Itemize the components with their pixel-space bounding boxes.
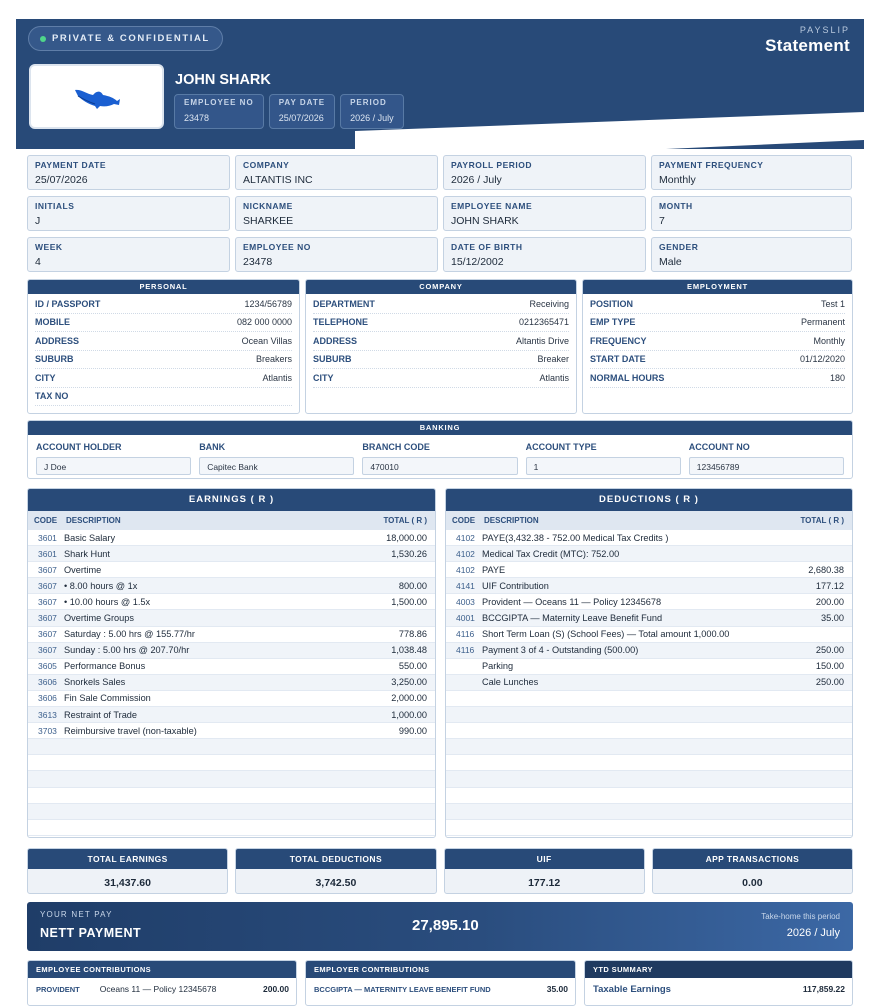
info-value: 2026 / July bbox=[451, 174, 502, 186]
line-description: Medical Tax Credit (MTC): 752.00 bbox=[482, 548, 620, 559]
col-description: DESCRIPTION bbox=[66, 516, 121, 525]
table-row bbox=[28, 578, 435, 594]
table-row bbox=[446, 659, 852, 675]
banking-label: BRANCH CODE bbox=[362, 442, 430, 452]
line-description: UIF Contribution bbox=[482, 580, 549, 591]
table-row bbox=[446, 530, 852, 546]
table-row bbox=[28, 530, 435, 546]
employment-detail-row bbox=[590, 351, 845, 370]
personal-detail-row bbox=[35, 388, 292, 407]
personal-detail-row bbox=[35, 314, 292, 333]
line-amount: 150.00 bbox=[815, 661, 844, 672]
line-code: 4116 bbox=[456, 629, 475, 640]
total-label: APP TRANSACTIONS bbox=[653, 849, 852, 869]
chip-value: 23478 bbox=[184, 113, 210, 123]
line-description: Overtime bbox=[64, 564, 102, 575]
shark-logo-icon bbox=[73, 82, 121, 112]
ytd-summary-title: YTD SUMMARY bbox=[585, 961, 852, 978]
earnings-rows bbox=[28, 530, 435, 836]
table-row bbox=[446, 610, 852, 626]
banking-field bbox=[689, 442, 844, 475]
line-description: Saturday : 5.00 hrs @ 155.77/hr bbox=[64, 629, 195, 640]
chip-pay-date bbox=[269, 94, 335, 129]
line-amount: 250.00 bbox=[815, 645, 844, 656]
line-code: 3607 bbox=[38, 629, 57, 640]
detail-value: Atlantis bbox=[539, 372, 569, 383]
table-row bbox=[28, 691, 435, 707]
total-value: 0.00 bbox=[742, 877, 763, 889]
col-code: CODE bbox=[452, 516, 476, 525]
info-label: PAYMENT FREQUENCY bbox=[659, 160, 764, 170]
company-detail-row bbox=[313, 295, 569, 314]
banking-label: BANK bbox=[199, 442, 226, 452]
company-detail-row bbox=[313, 351, 569, 370]
table-row bbox=[28, 755, 435, 771]
line-code: 3607 bbox=[38, 580, 57, 591]
line-code: 4116 bbox=[456, 645, 475, 656]
line-amount: 2,000.00 bbox=[391, 693, 427, 704]
info-field bbox=[235, 237, 438, 272]
line-code: 4102 bbox=[456, 548, 475, 559]
detail-label: ID / PASSPORT bbox=[35, 298, 101, 309]
line-amount: 990.00 bbox=[398, 725, 427, 736]
line-description: Restraint of Trade bbox=[64, 709, 138, 720]
table-row bbox=[28, 546, 435, 562]
payslip-header bbox=[16, 19, 864, 149]
ytd-summary-row bbox=[585, 978, 852, 1000]
personal-detail-row bbox=[35, 369, 292, 388]
line-description: Short Term Loan (S) (School Fees) — Total amount 1,000.00 bbox=[482, 629, 730, 640]
banking-field bbox=[362, 442, 517, 475]
line-description: Reimbursive travel (non-taxable) bbox=[64, 725, 197, 736]
info-field bbox=[27, 196, 230, 231]
line-description: BCCGIPTA — Maternity Leave Benefit Fund bbox=[482, 613, 663, 624]
line-code: 4001 bbox=[456, 613, 475, 624]
detail-label: NORMAL HOURS bbox=[590, 372, 665, 383]
company-panel-title: COMPANY bbox=[306, 280, 576, 294]
line-amount: 2,680.38 bbox=[808, 564, 844, 575]
info-value: 7 bbox=[659, 215, 665, 227]
table-row bbox=[446, 691, 852, 707]
employee-name: JOHN SHARK bbox=[175, 72, 271, 88]
personal-detail-row bbox=[35, 351, 292, 370]
net-pay-title: NETT PAYMENT bbox=[40, 926, 142, 940]
earnings-header-row bbox=[28, 511, 435, 530]
status-dot-icon bbox=[40, 36, 46, 42]
banking-panel bbox=[27, 420, 853, 479]
banking-value: Capitec Bank bbox=[199, 457, 354, 475]
table-row bbox=[446, 804, 852, 820]
employment-detail-row bbox=[590, 295, 845, 314]
banking-fields bbox=[28, 442, 852, 475]
contribution-description: Oceans 11 — Policy 12345678 bbox=[99, 984, 217, 994]
table-row bbox=[28, 594, 435, 610]
info-value: 15/12/2002 bbox=[451, 256, 504, 268]
personal-detail-row bbox=[35, 332, 292, 351]
line-description: Parking bbox=[482, 661, 514, 672]
total-card bbox=[652, 848, 853, 894]
col-code: CODE bbox=[34, 516, 58, 525]
info-value: SHARKEE bbox=[243, 215, 294, 227]
info-field bbox=[443, 155, 646, 190]
info-field bbox=[651, 155, 852, 190]
confidential-badge bbox=[28, 26, 223, 51]
total-label: TOTAL DEDUCTIONS bbox=[236, 849, 435, 869]
detail-value: 0212365471 bbox=[518, 317, 569, 328]
detail-label: CITY bbox=[35, 372, 56, 383]
total-value: 31,437.60 bbox=[104, 877, 151, 889]
line-description: PAYE(3,432.38 - 752.00 Medical Tax Credits ) bbox=[482, 532, 669, 543]
employee-contributions-title: EMPLOYEE CONTRIBUTIONS bbox=[28, 961, 296, 978]
employee-contribution-row bbox=[28, 978, 296, 1000]
info-label: WEEK bbox=[35, 242, 63, 252]
employment-panel-title: EMPLOYMENT bbox=[583, 280, 852, 294]
detail-value: Monthly bbox=[813, 335, 845, 346]
line-code: 3607 bbox=[38, 564, 57, 575]
info-value: 25/07/2026 bbox=[35, 174, 88, 186]
table-row bbox=[446, 546, 852, 562]
table-row bbox=[28, 610, 435, 626]
info-field bbox=[235, 155, 438, 190]
detail-label: SUBURB bbox=[35, 354, 74, 365]
line-code: 3601 bbox=[38, 532, 57, 543]
detail-label: POSITION bbox=[590, 298, 634, 309]
banking-panel-title: BANKING bbox=[28, 421, 852, 435]
chip-value: 2026 / July bbox=[350, 113, 394, 123]
info-field bbox=[443, 237, 646, 272]
banking-value: 470010 bbox=[362, 457, 517, 475]
net-pay-period: 2026 / July bbox=[786, 927, 840, 939]
line-code: 3607 bbox=[38, 645, 57, 656]
contributions-row bbox=[27, 960, 853, 1006]
employer-contributions-box bbox=[305, 960, 576, 1006]
table-row bbox=[446, 771, 852, 787]
table-row bbox=[28, 804, 435, 820]
deductions-rows bbox=[446, 530, 852, 836]
line-description: • 10.00 hours @ 1.5x bbox=[64, 596, 151, 607]
line-code: 4102 bbox=[456, 532, 475, 543]
detail-label: ADDRESS bbox=[313, 335, 358, 346]
confidential-label: PRIVATE & CONFIDENTIAL bbox=[52, 33, 210, 44]
line-amount: 18,000.00 bbox=[386, 532, 427, 543]
detail-label: TELEPHONE bbox=[313, 317, 369, 328]
personal-panel bbox=[27, 279, 300, 414]
info-field bbox=[443, 196, 646, 231]
banking-field bbox=[36, 442, 191, 475]
table-row bbox=[446, 578, 852, 594]
line-code: 3607 bbox=[38, 596, 57, 607]
earnings-table bbox=[27, 488, 436, 838]
table-row bbox=[28, 562, 435, 578]
detail-value: Ocean Villas bbox=[241, 335, 292, 346]
total-value: 3,742.50 bbox=[315, 877, 357, 889]
deductions-header-row bbox=[446, 511, 852, 530]
table-row bbox=[28, 627, 435, 643]
line-description: Basic Salary bbox=[64, 532, 116, 543]
line-code: 3605 bbox=[38, 661, 57, 672]
info-label: MONTH bbox=[659, 201, 693, 211]
banking-value: J Doe bbox=[36, 457, 191, 475]
table-row bbox=[28, 659, 435, 675]
table-row bbox=[446, 562, 852, 578]
table-row bbox=[28, 643, 435, 659]
detail-value: 180 bbox=[829, 372, 845, 383]
detail-panels bbox=[27, 279, 853, 414]
table-row bbox=[446, 675, 852, 691]
info-value: JOHN SHARK bbox=[451, 215, 519, 227]
deductions-title: DEDUCTIONS ( R ) bbox=[446, 489, 852, 511]
line-code: 3613 bbox=[38, 709, 57, 720]
col-total: TOTAL ( R ) bbox=[383, 516, 427, 525]
banking-field bbox=[526, 442, 681, 475]
detail-value: 1234/56789 bbox=[244, 298, 292, 309]
line-description: Provident — Oceans 11 — Policy 12345678 bbox=[482, 596, 662, 607]
document-kicker: PAYSLIP bbox=[799, 25, 850, 35]
line-code: 3607 bbox=[38, 613, 57, 624]
line-description: Snorkels Sales bbox=[64, 677, 126, 688]
table-row bbox=[446, 627, 852, 643]
line-amount: 250.00 bbox=[815, 677, 844, 688]
line-code: 3703 bbox=[38, 725, 57, 736]
info-label: COMPANY bbox=[243, 160, 290, 170]
employment-detail-row bbox=[590, 369, 845, 388]
chip-value: 25/07/2026 bbox=[278, 113, 324, 123]
ytd-label: Taxable Earnings bbox=[593, 983, 671, 995]
net-pay-banner bbox=[27, 902, 853, 951]
company-detail-row bbox=[313, 332, 569, 351]
table-row bbox=[446, 723, 852, 739]
company-panel bbox=[305, 279, 577, 414]
line-code: 3606 bbox=[38, 677, 57, 688]
line-code: 3601 bbox=[38, 548, 57, 559]
document-title: Statement bbox=[765, 36, 850, 55]
personal-panel-title: PERSONAL bbox=[28, 280, 299, 294]
col-description: DESCRIPTION bbox=[484, 516, 539, 525]
table-row bbox=[446, 788, 852, 804]
detail-label: TAX NO bbox=[35, 391, 69, 402]
line-amount: 3,250.00 bbox=[391, 677, 427, 688]
detail-value: Breaker bbox=[537, 354, 569, 365]
contribution-amount: 35.00 bbox=[546, 984, 568, 994]
chip-label: PAY DATE bbox=[278, 98, 326, 107]
info-label: DATE OF BIRTH bbox=[451, 242, 523, 252]
info-value: Male bbox=[659, 256, 682, 268]
personal-rows bbox=[28, 294, 299, 406]
total-card bbox=[27, 848, 228, 894]
employee-contributions-box bbox=[27, 960, 297, 1006]
detail-value: Test 1 bbox=[820, 298, 845, 309]
table-row bbox=[446, 707, 852, 723]
detail-label: EMP TYPE bbox=[590, 317, 636, 328]
line-amount: 1,500.00 bbox=[391, 596, 427, 607]
line-amount: 1,000.00 bbox=[391, 709, 427, 720]
ytd-summary-box bbox=[584, 960, 853, 1006]
table-row bbox=[28, 675, 435, 691]
company-logo bbox=[29, 64, 164, 129]
info-value: Monthly bbox=[659, 174, 696, 186]
line-description: Shark Hunt bbox=[64, 548, 110, 559]
detail-label: SUBURB bbox=[313, 354, 352, 365]
line-description: Sunday : 5.00 hrs @ 207.70/hr bbox=[64, 645, 190, 656]
line-amount: 778.86 bbox=[398, 629, 427, 640]
table-row bbox=[446, 755, 852, 771]
table-row bbox=[28, 771, 435, 787]
line-description: PAYE bbox=[482, 564, 506, 575]
employee-info-grid bbox=[27, 155, 853, 272]
line-amount: 200.00 bbox=[815, 596, 844, 607]
chip-employee-no bbox=[174, 94, 264, 129]
line-code: 4102 bbox=[456, 564, 475, 575]
total-label: UIF bbox=[445, 849, 644, 869]
total-card bbox=[444, 848, 645, 894]
line-amount: 177.12 bbox=[815, 580, 844, 591]
detail-value: Atlantis bbox=[262, 372, 292, 383]
totals-row bbox=[27, 848, 853, 894]
line-description: Overtime Groups bbox=[64, 613, 134, 624]
line-description: Performance Bonus bbox=[64, 661, 146, 672]
detail-label: ADDRESS bbox=[35, 335, 80, 346]
employment-detail-row bbox=[590, 314, 845, 333]
detail-value: 082 000 0000 bbox=[236, 317, 292, 328]
table-row bbox=[28, 707, 435, 723]
table-row bbox=[446, 739, 852, 755]
info-label: EMPLOYEE NAME bbox=[451, 201, 533, 211]
company-rows bbox=[306, 294, 576, 388]
info-label: PAYMENT DATE bbox=[35, 160, 107, 170]
table-row bbox=[446, 820, 852, 836]
banking-value: 123456789 bbox=[689, 457, 844, 475]
banking-value: 1 bbox=[526, 457, 681, 475]
employment-rows bbox=[583, 294, 852, 388]
line-amount: 35.00 bbox=[821, 613, 844, 624]
table-row bbox=[446, 594, 852, 610]
line-amount: 1,530.26 bbox=[391, 548, 427, 559]
earnings-title: EARNINGS ( R ) bbox=[28, 489, 435, 511]
info-field bbox=[235, 196, 438, 231]
contribution-type: PROVIDENT bbox=[36, 984, 80, 994]
info-label: PAYROLL PERIOD bbox=[451, 160, 532, 170]
ytd-amount: 117,859.22 bbox=[802, 984, 845, 994]
total-label: TOTAL EARNINGS bbox=[28, 849, 227, 869]
line-description: • 8.00 hours @ 1x bbox=[64, 580, 138, 591]
info-label: GENDER bbox=[659, 242, 699, 252]
col-total: TOTAL ( R ) bbox=[800, 516, 844, 525]
detail-label: CITY bbox=[313, 372, 334, 383]
info-value: 23478 bbox=[243, 256, 273, 268]
company-detail-row bbox=[313, 314, 569, 333]
detail-value: Altantis Drive bbox=[515, 335, 569, 346]
detail-value: Permanent bbox=[800, 317, 845, 328]
employment-panel bbox=[582, 279, 853, 414]
contribution-type: BCCGIPTA — MATERNITY LEAVE BENEFIT FUND bbox=[314, 984, 491, 994]
line-amount: 800.00 bbox=[398, 580, 427, 591]
employer-contributions-title: EMPLOYER CONTRIBUTIONS bbox=[306, 961, 575, 978]
table-row bbox=[28, 723, 435, 739]
total-card bbox=[235, 848, 436, 894]
info-value: ALTANTIS INC bbox=[243, 174, 313, 186]
chip-period bbox=[340, 94, 404, 129]
employment-detail-row bbox=[590, 332, 845, 351]
line-description: Fin Sale Commission bbox=[64, 693, 151, 704]
info-label: INITIALS bbox=[35, 201, 75, 211]
line-description: Payment 3 of 4 - Outstanding (500.00) bbox=[482, 645, 639, 656]
info-field bbox=[27, 155, 230, 190]
detail-label: FREQUENCY bbox=[590, 335, 647, 346]
banking-label: ACCOUNT NO bbox=[688, 442, 750, 452]
line-amount: 550.00 bbox=[398, 661, 427, 672]
table-row bbox=[28, 788, 435, 804]
personal-detail-row bbox=[35, 295, 292, 314]
employer-contribution-row bbox=[306, 978, 575, 1000]
detail-value: Receiving bbox=[529, 298, 569, 309]
info-label: NICKNAME bbox=[243, 201, 293, 211]
line-code: 4141 bbox=[456, 580, 475, 591]
detail-label: MOBILE bbox=[35, 317, 70, 328]
detail-label: START DATE bbox=[590, 354, 646, 365]
contribution-amount: 200.00 bbox=[263, 984, 289, 994]
table-row bbox=[28, 739, 435, 755]
line-code: 3606 bbox=[38, 693, 57, 704]
net-pay-amount: 27,895.10 bbox=[412, 917, 479, 934]
banking-label: ACCOUNT TYPE bbox=[525, 442, 597, 452]
company-detail-row bbox=[313, 369, 569, 388]
table-row bbox=[28, 820, 435, 836]
banking-label: ACCOUNT HOLDER bbox=[36, 442, 122, 452]
net-pay-note: Take-home this period bbox=[761, 912, 840, 921]
total-value: 177.12 bbox=[528, 877, 561, 889]
header-chips bbox=[174, 94, 404, 129]
net-pay-kicker: YOUR NET PAY bbox=[40, 910, 113, 919]
info-field bbox=[651, 237, 852, 272]
line-amount: 1,038.48 bbox=[391, 645, 427, 656]
line-code: 4003 bbox=[456, 596, 475, 607]
detail-value: Breakers bbox=[255, 354, 292, 365]
info-value: J bbox=[35, 215, 41, 227]
info-field bbox=[27, 237, 230, 272]
table-row bbox=[446, 643, 852, 659]
info-label: EMPLOYEE NO bbox=[243, 242, 311, 252]
detail-label: DEPARTMENT bbox=[313, 298, 375, 309]
info-field bbox=[651, 196, 852, 231]
chip-label: EMPLOYEE NO bbox=[184, 98, 254, 107]
chip-label: PERIOD bbox=[350, 98, 387, 107]
detail-value: 01/12/2020 bbox=[799, 354, 845, 365]
deductions-table bbox=[445, 488, 853, 838]
info-value: 4 bbox=[35, 256, 41, 268]
line-description: Cale Lunches bbox=[482, 677, 539, 688]
banking-field bbox=[199, 442, 354, 475]
